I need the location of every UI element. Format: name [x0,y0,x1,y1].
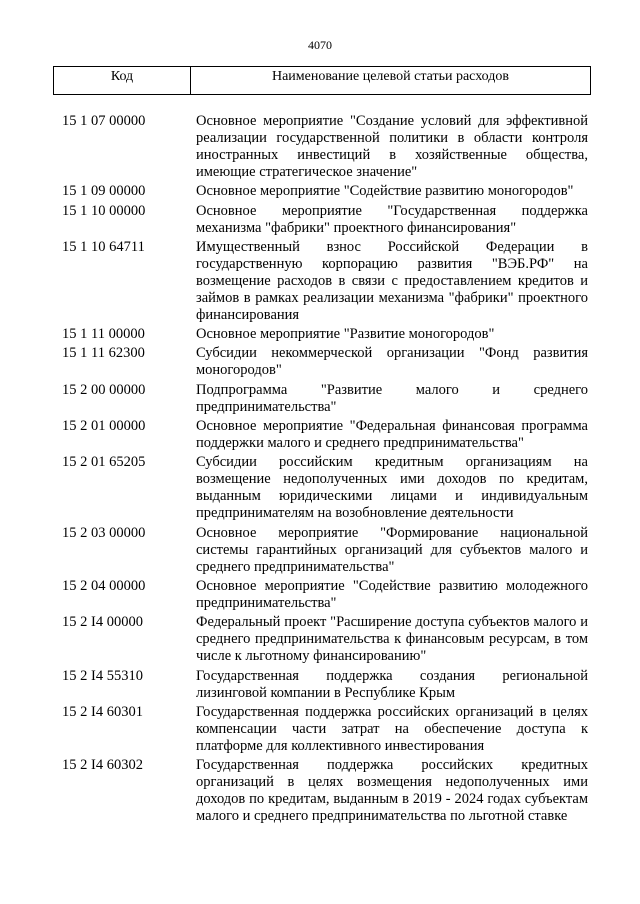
table-row [62,239,588,324]
table-row [62,113,588,181]
table-row [62,183,588,200]
row-code: 15 1 10 64711 [62,238,145,255]
row-code: 15 2 04 00000 [62,577,146,594]
row-description: Основное мероприятие "Создание условий для эффективной реализации государственной политики в области контроля иностранных инвестиций в хозяйственные общества, имеющие стратегическое значение" [196,113,588,180]
row-code: 15 2 I4 00000 [62,614,143,631]
row-description: Субсидии российским кредитным организациям на возмещение недополученных ими доходов по кредитам, выданным юридическими лицами и индивидуальным предпринимателям на возобновление деятельности [196,454,588,522]
table-row [62,578,588,612]
page-number: 4070 [308,38,332,52]
row-code: 15 2 I4 55310 [62,667,143,684]
row-description: Государственная поддержка российских кредитных организаций в целях возмещения недополученных ими доходов по кредитам, выданным в 2019 - 2024 годах субъектам малого и среднего предпринимательства по льготной ставке [196,757,588,825]
row-code: 15 2 01 00000 [62,418,146,435]
table-row [62,614,588,665]
row-code: 15 2 I4 60302 [62,757,143,774]
column-header-code: Код [54,67,191,94]
table-row [62,418,588,452]
row-code: 15 1 07 00000 [62,113,146,129]
table-row [62,203,588,237]
table-row [62,382,588,416]
row-code: 15 1 09 00000 [62,183,146,200]
row-code: 15 2 03 00000 [62,524,146,541]
table-row [62,345,588,379]
table-header [53,66,591,95]
row-description: Основное мероприятие "Развитие моногородов" [196,326,495,343]
row-code: 15 2 I4 60301 [62,703,143,720]
table-row [62,757,588,825]
row-description: Основное мероприятие "Содействие развитию моногородов" [196,183,574,200]
row-description: Основное мероприятие "Государственная поддержка механизма "фабрики" проектного финансирования" [196,202,588,236]
row-description: Субсидии некоммерческой организации "Фонд развития моногородов" [196,345,588,379]
row-code: 15 1 10 00000 [62,202,146,219]
row-description: Государственная поддержка российских организаций в целях компенсации части затрат на обеспечение доступа к платформе для коллективного инвестирования [196,703,588,754]
row-description: Государственная поддержка создания региональной лизинговой компании в Республике Крым [196,667,588,701]
row-description: Подпрограмма "Развитие малого и среднего предпринимательства" [196,381,588,415]
row-description: Федеральный проект "Расширение доступа субъектов малого и среднего предпринимательства к финансовым ресурсам, в том числе к льготному финансированию" [196,614,588,665]
row-code: 15 1 11 62300 [62,345,145,362]
table-row [62,454,588,522]
table-row [62,704,588,755]
table-body [62,113,588,827]
row-code: 15 2 00 00000 [62,381,146,398]
column-header-name: Наименование целевой статьи расходов [271,69,510,84]
row-description: Основное мероприятие "Формирование национальной системы гарантийных организаций для субъектов малого и среднего предпринимательства" [196,524,588,575]
row-code: 15 1 11 00000 [62,326,145,343]
table-row [62,525,588,576]
table-row [62,326,588,343]
row-description: Основное мероприятие "Федеральная финансовая программа поддержки малого и среднего предпринимательства" [196,418,588,452]
row-code: 15 2 01 65205 [62,454,146,471]
table-row [62,668,588,702]
row-description: Основное мероприятие "Содействие развитию молодежного предпринимательства" [196,577,588,611]
row-description: Имущественный взнос Российской Федерации в государственную корпорацию развития "ВЭБ.РФ" на возмещение расходов в связи с предоставлением кредитов и займов в рамках реализации механизма "фабрики" проектного финансирования [196,238,588,323]
